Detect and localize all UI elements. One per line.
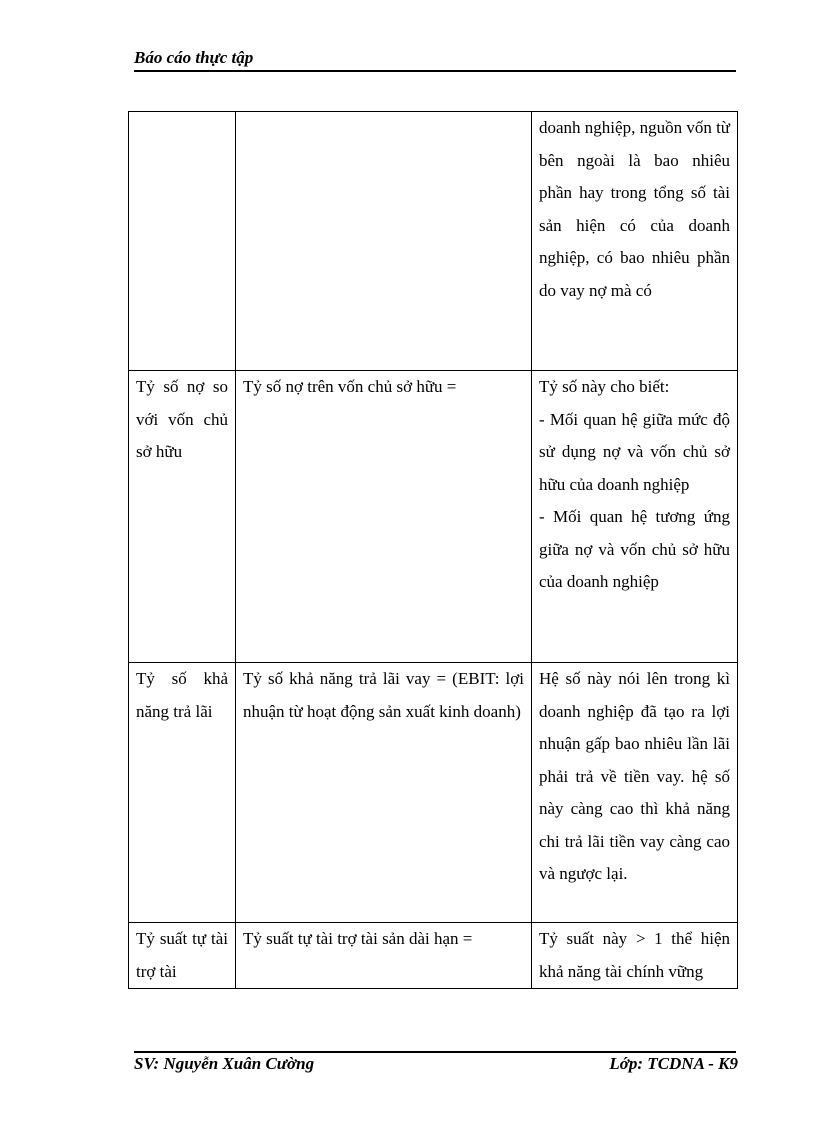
ratio-formula-cell — [236, 112, 532, 371]
meaning-paragraph: Hệ số này nói lên trong kì doanh nghiệp đã tạo ra lợi nhuận gấp bao nhiêu lần lãi phải trả về tiền vay. hệ số này càng cao thì khả năng chi trả lãi tiền vay càng cao và ngược lại. — [539, 669, 730, 883]
ratio-name-cell: Tỷ số nợ so với vốn chủ sở hữu — [129, 371, 236, 663]
meaning-paragraph: doanh nghiệp, nguồn vốn từ bên ngoài là bao nhiêu phần hay trong tổng số tài sản hiện có của doanh nghiệp, có bao nhiêu phần do vay nợ mà có — [539, 118, 731, 300]
ratio-name-cell — [129, 112, 236, 371]
meaning-paragraph: - Mối quan hệ giữa mức độ sử dụng nợ và vốn chủ sở hữu của doanh nghiệp — [539, 409, 730, 494]
ratio-meaning-cell — [532, 923, 738, 989]
header-title: Báo cáo thực tập — [134, 48, 254, 67]
ratio-name-cell: Tỷ số khả năng trả lãi — [129, 663, 236, 923]
meaning-paragraph: - Mối quan hệ tương ứng giữa nợ và vốn chủ sở hữu của doanh nghiệp — [539, 507, 730, 591]
table-row — [129, 371, 738, 663]
ratio-formula-cell: Tỷ số nợ trên vốn chủ sở hữu = — [236, 371, 532, 663]
financial-ratios-table — [128, 111, 738, 989]
ratio-formula-cell: Tỷ số khả năng trả lãi vay = (EBIT: lợi nhuận từ hoạt động sản xuất kinh doanh) — [236, 663, 532, 923]
meaning-paragraph: Tỷ suất này > 1 thể hiện khả năng tài chính vững — [539, 929, 730, 981]
footer-divider — [134, 1051, 736, 1053]
table-row — [129, 663, 738, 923]
meaning-paragraph: Tỷ số này cho biết: — [539, 377, 670, 396]
ratio-meaning-cell — [532, 112, 738, 371]
table-row — [129, 923, 738, 989]
header-divider — [134, 70, 736, 72]
ratio-formula-cell: Tỷ suất tự tài trợ tài sản dài hạn = — [236, 923, 532, 989]
ratio-name-cell: Tỷ suất tự tài trợ tài — [129, 923, 236, 989]
table-row — [129, 112, 738, 371]
footer-student-name: SV: Nguyễn Xuân Cường — [134, 1054, 315, 1073]
footer-class: Lớp: TCDNA - K9 — [609, 1054, 738, 1073]
ratio-meaning-cell — [532, 663, 738, 923]
ratio-meaning-cell — [532, 371, 738, 663]
